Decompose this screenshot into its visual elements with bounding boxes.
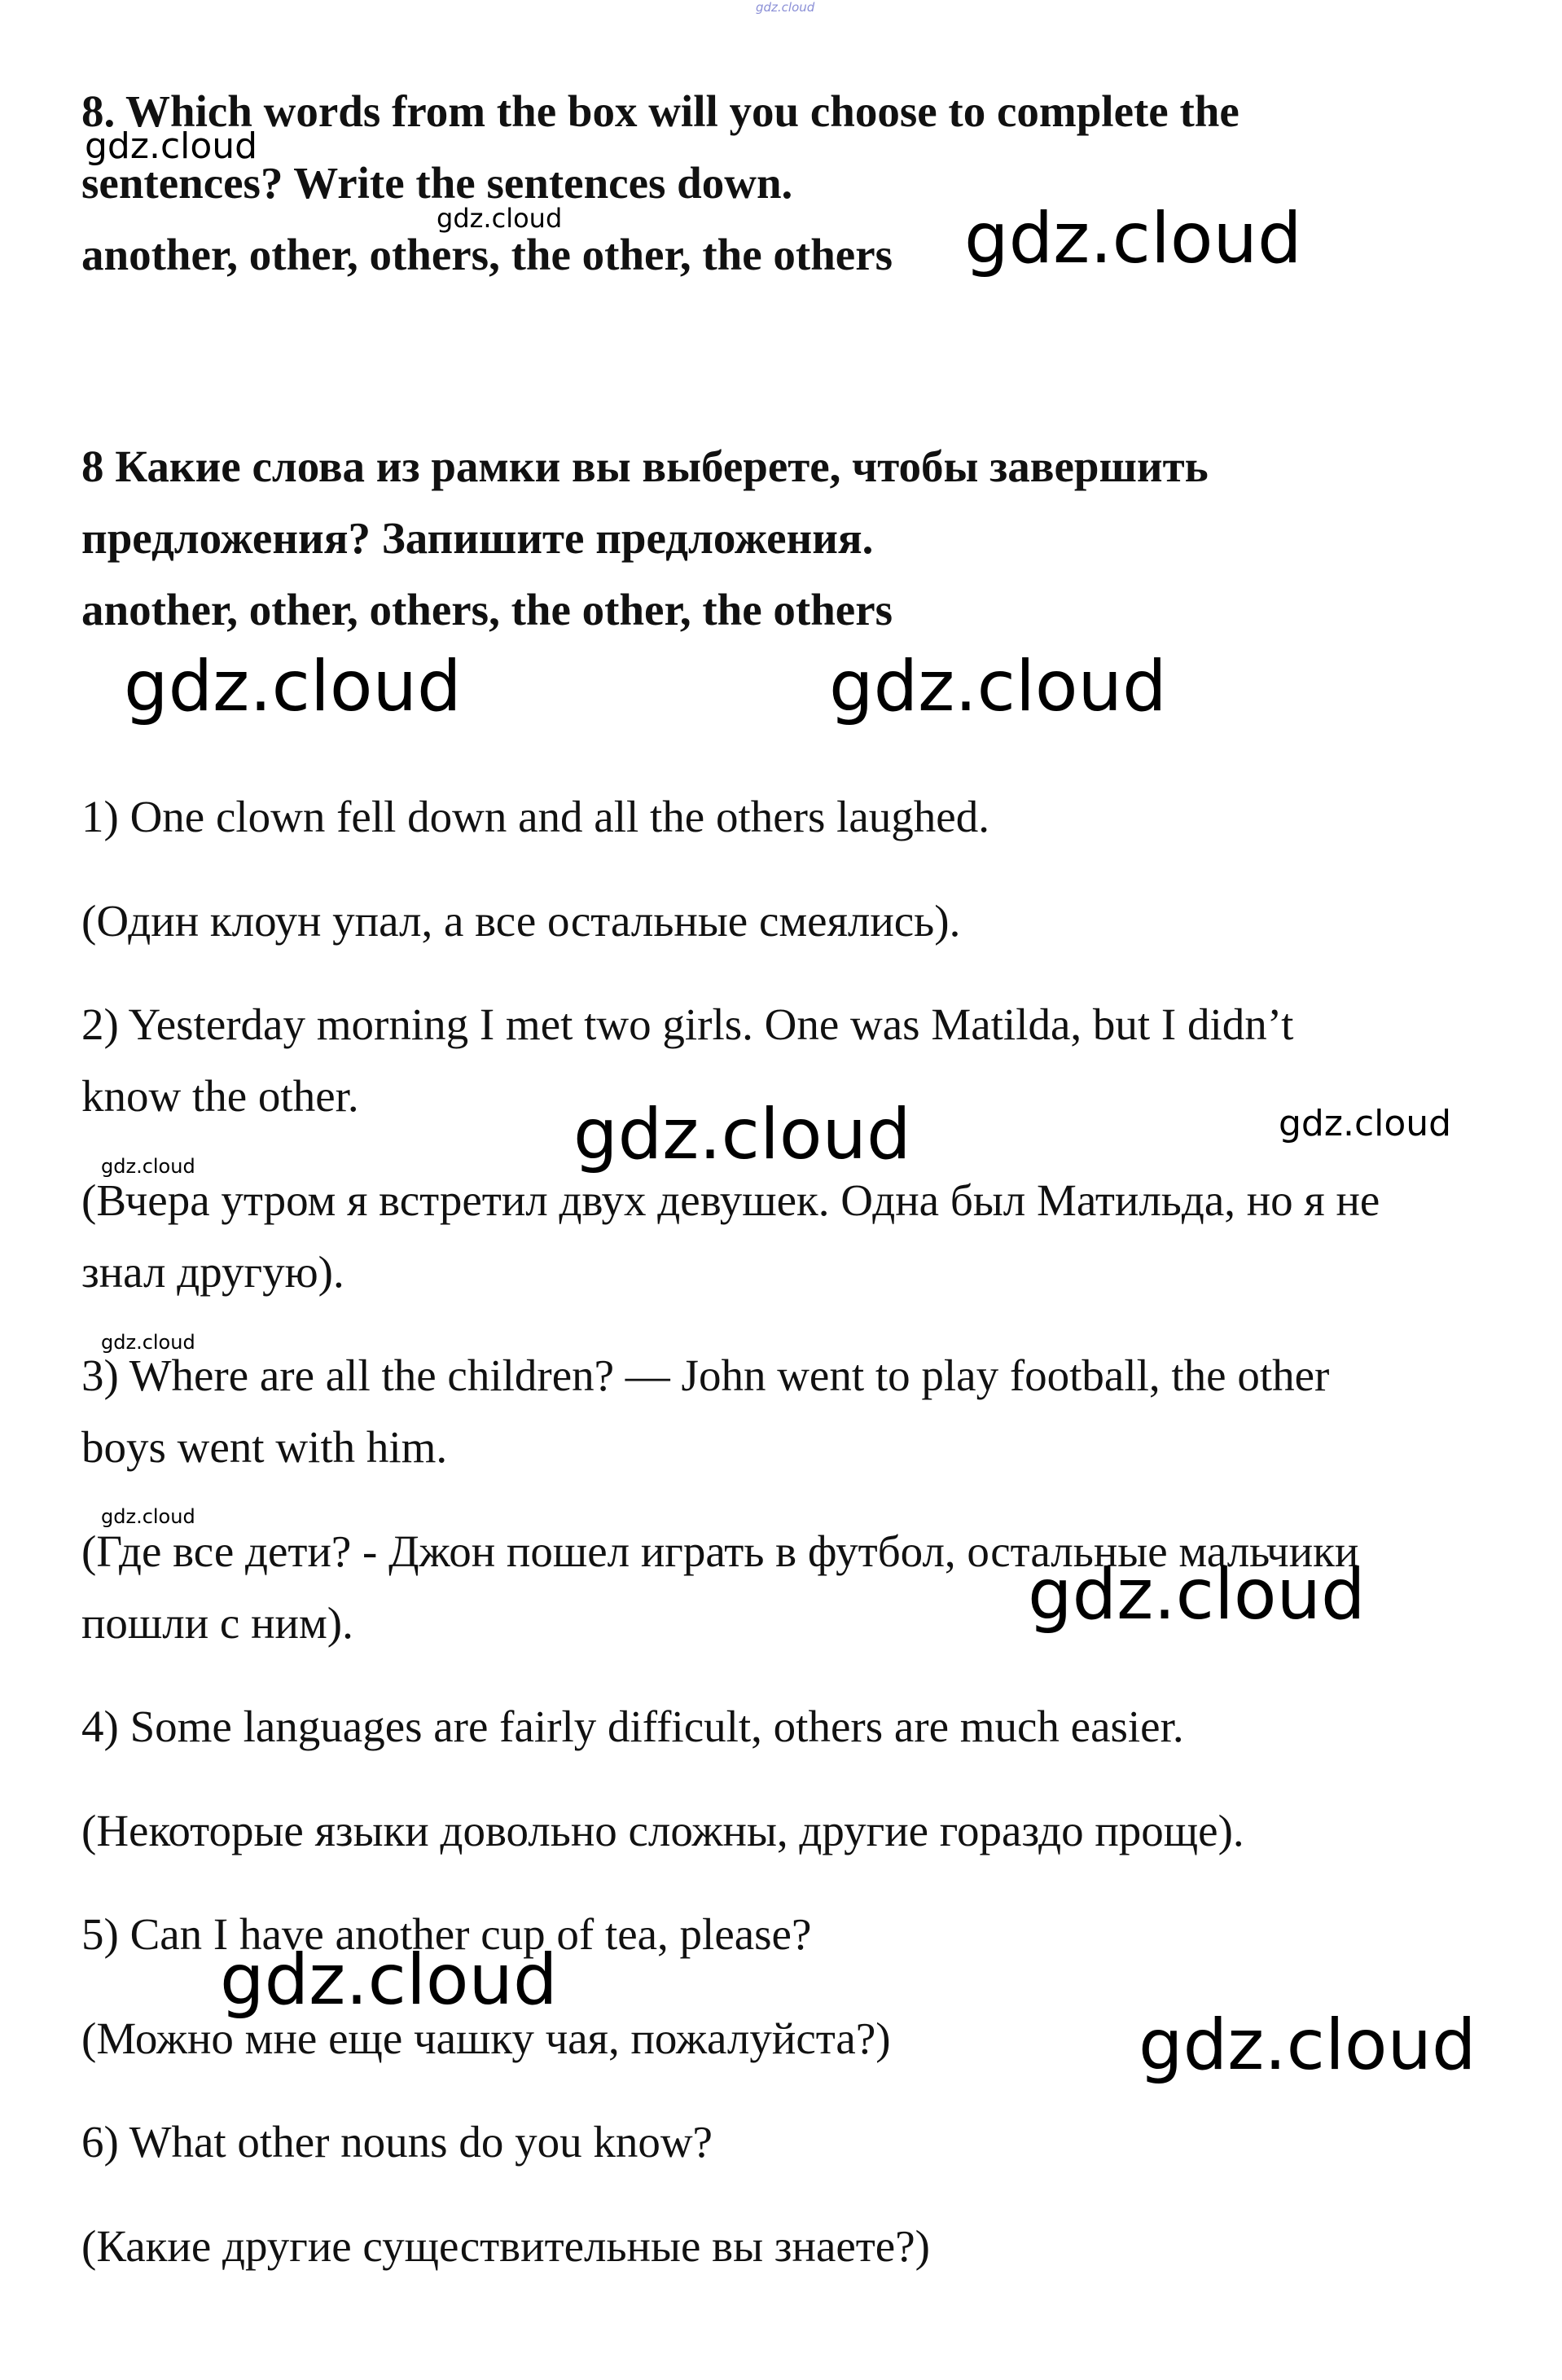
answer-3-en-line-1: 3) Where are all the children? — John went to play football, the other — [81, 1350, 1330, 1400]
answer-2-ru-line-1: (Вчера утром я встретил двух девушек. Одна был Матильда, но я не — [81, 1175, 1380, 1225]
answer-2-ru-line-2: знал другую). — [81, 1247, 344, 1297]
watermark: gdz.cloud — [101, 1331, 195, 1354]
answer-6-ru: (Какие другие существительные вы знаете?) — [81, 2221, 930, 2271]
watermark: gdz.cloud — [1028, 1554, 1366, 1636]
task-en-line-2: sentences? Write the sentences down. — [81, 158, 793, 208]
task-en-line-1: 8. Which words from the box will you choose to complete the — [81, 86, 1240, 136]
task-ru-line-1: 8 Какие слова из рамки вы выберете, чтобы завершить — [81, 441, 1209, 491]
watermark: gdz.cloud — [124, 646, 462, 727]
answer-4-en: 4) Some languages are fairly difficult, others are much easier. — [81, 1702, 1184, 1751]
answer-5-en: 5) Can I have another cup of tea, please? — [81, 1909, 812, 1959]
watermark: gdz.cloud — [101, 1505, 195, 1528]
answer-2-en-line-2: know the other. — [81, 1071, 359, 1121]
watermark: gdz.cloud — [437, 203, 563, 234]
answer-1-ru: (Один клоун упал, а все остальные смеялись). — [81, 896, 961, 946]
watermark: gdz.cloud — [1139, 2005, 1476, 2086]
watermark: gdz.cloud — [101, 1155, 195, 1178]
answer-4-ru: (Некоторые языки довольно сложны, другие гораздо проще). — [81, 1806, 1244, 1855]
watermark: gdz.cloud — [756, 0, 815, 15]
answer-3-ru-line-1: (Где все дети? - Джон пошел играть в футбол, остальные мальчики — [81, 1526, 1359, 1576]
answer-2-en-line-1: 2) Yesterday morning I met two girls. One was Matilda, but I didn’t — [81, 999, 1294, 1049]
task-ru-line-2: предложения? Запишите предложения. — [81, 513, 874, 563]
watermark: gdz.cloud — [964, 198, 1302, 279]
answer-3-ru-line-2: пошли с ним). — [81, 1598, 353, 1648]
task-en-word-box: another, other, others, the other, the others — [81, 230, 893, 279]
watermark: gdz.cloud — [85, 125, 258, 167]
watermark: gdz.cloud — [220, 1939, 558, 2021]
answer-6-en: 6) What other nouns do you know? — [81, 2117, 713, 2167]
watermark: gdz.cloud — [1279, 1103, 1452, 1144]
watermark: gdz.cloud — [573, 1094, 911, 1175]
watermark: gdz.cloud — [829, 646, 1167, 727]
answer-1-en: 1) One clown fell down and all the others laughed. — [81, 792, 989, 841]
answer-3-en-line-2: boys went with him. — [81, 1422, 448, 1472]
task-ru-word-box: another, other, others, the other, the others — [81, 585, 893, 635]
answer-5-ru: (Можно мне еще чашку чая, пожалуйста?) — [81, 2013, 891, 2063]
